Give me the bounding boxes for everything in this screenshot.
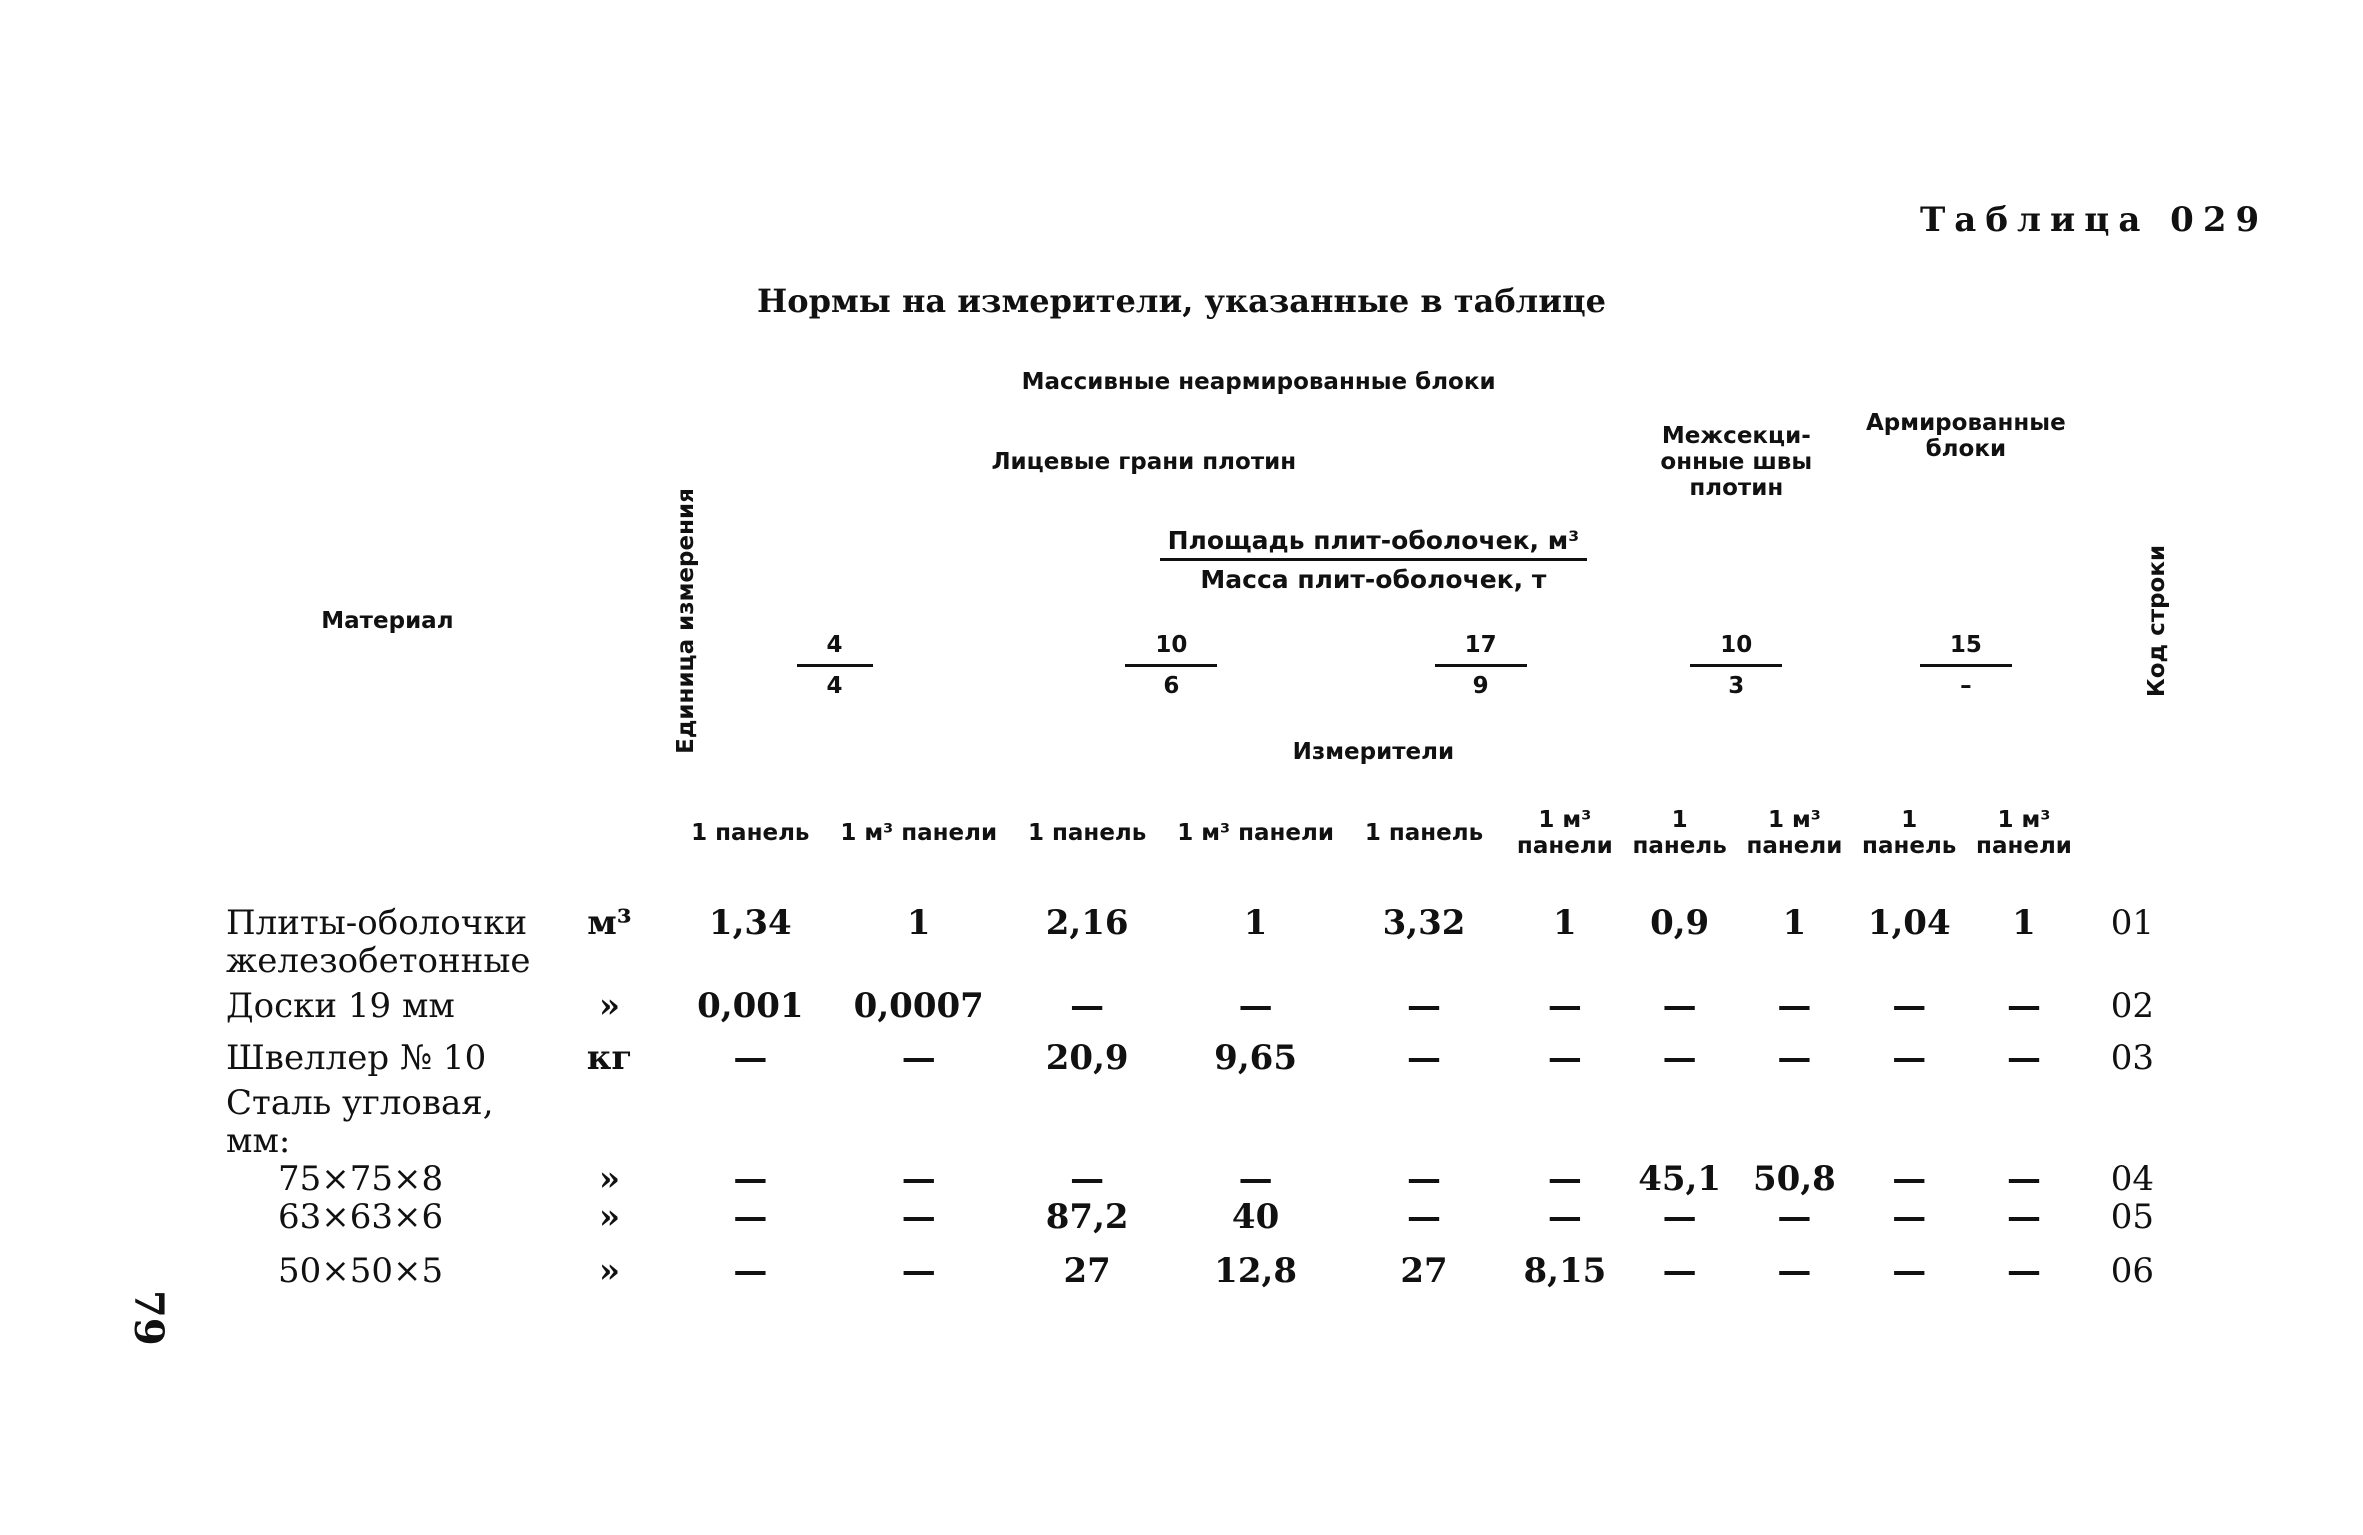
massive-blocks-header: Массивные неармированные блоки [1021, 369, 1496, 395]
intersection-seams-header: Межсекци-онные швы плотин [1660, 423, 1813, 501]
value-cell: 1 [1243, 903, 1268, 943]
fraction-cell: $\frac{15}{-}$ [1851, 606, 2081, 724]
value-cell: — [1892, 1038, 1927, 1078]
value-cell: — [1662, 1038, 1697, 1078]
measures-header: Измерители [1292, 739, 1455, 765]
value-cell: 1,34 [708, 903, 792, 943]
value-cell: 1 [2012, 903, 2036, 943]
value-cell: 8,15 [1523, 1251, 1607, 1291]
value-cell: 20,9 [1045, 1038, 1129, 1078]
value-cell [1003, 1084, 1171, 1160]
fraction-cell: $\frac{10}{3}$ [1622, 606, 1852, 724]
unit-cell: » [598, 1197, 621, 1237]
value-cell: — [1662, 1197, 1697, 1237]
fraction-cell: $\frac{4}{4}$ [666, 606, 1003, 724]
row-code-cell: 04 [2110, 1159, 2154, 1199]
value-cell [1967, 1084, 2080, 1160]
value-cell: — [901, 1159, 936, 1199]
value-cell: — [1547, 986, 1582, 1026]
value-cell: 2,16 [1045, 903, 1129, 943]
area-mass-fraction: $\frac{\text{Площадь плит-оболочек, м³}}{\text{Масса плит-оболочек, т}}$ [1160, 528, 1588, 593]
value-cell: 40 [1231, 1197, 1280, 1237]
unit-cell [553, 1084, 666, 1160]
spacer-cell [553, 1306, 666, 1364]
value-cell: 12,8 [1214, 1251, 1297, 1291]
value-cell [1340, 1084, 1508, 1160]
value-cell: — [1892, 986, 1927, 1026]
row-code-cell: 01 [2110, 903, 2154, 943]
value-cell: — [1892, 1159, 1927, 1199]
value-cell [1508, 1084, 1621, 1160]
value-cell: — [1777, 986, 1812, 1026]
area-mass-header [666, 516, 2081, 606]
value-cell: 27 [1400, 1251, 1448, 1291]
value-cell: 0,0007 [853, 986, 984, 1026]
value-cell: — [2006, 986, 2041, 1026]
value-cell: 0,001 [697, 986, 804, 1026]
row-code-cell: 06 [2110, 1251, 2154, 1291]
value-cell [1738, 1084, 1851, 1160]
value-cell: — [2006, 1159, 2041, 1199]
material-cell: Плиты-оболочки железобетонные [226, 903, 531, 981]
value-cell: — [1777, 1197, 1812, 1237]
value-cell: — [2006, 1197, 2041, 1237]
value-cell: 3,32 [1382, 903, 1466, 943]
spacer-cell [1967, 1306, 2080, 1364]
value-cell: — [1662, 986, 1697, 1026]
material-header: Материал [321, 608, 454, 634]
value-cell: 1 [1553, 903, 1577, 943]
fraction-cell: $\frac{10}{6}$ [1003, 606, 1340, 724]
value-cell: — [1238, 1159, 1273, 1199]
spacer-cell [835, 1306, 1003, 1364]
value-cell: 0,9 [1650, 903, 1710, 943]
spacer-cell [2081, 1306, 2184, 1364]
table-body [222, 886, 2184, 1364]
value-cell: 1 [906, 903, 931, 943]
value-cell: — [1070, 1159, 1105, 1199]
spacer-cell [1171, 1306, 1339, 1364]
page-number: 79 [125, 1290, 172, 1346]
value-cell: 50,8 [1753, 1159, 1836, 1199]
spacer-cell [1340, 1306, 1508, 1364]
table-spacer-row [222, 1306, 2184, 1364]
value-cell: — [2006, 1038, 2041, 1078]
unit-cell: » [598, 1251, 621, 1291]
value-cell [666, 1084, 834, 1160]
value-cell: — [1892, 1197, 1927, 1237]
measure-col-header: 1 панель [1632, 807, 1727, 859]
value-cell: 9,65 [1214, 1038, 1297, 1078]
value-cell: — [1547, 1159, 1582, 1199]
table-row [222, 1160, 2184, 1198]
facing-header: Лицевые грани плотин [991, 449, 1297, 475]
row-code-header: Код строки [2143, 544, 2170, 698]
measure-col-header: 1 м³ панели [840, 820, 998, 846]
spacer-cell [1851, 1306, 1967, 1364]
value-cell: — [1407, 986, 1441, 1026]
value-cell: 1,04 [1867, 903, 1951, 943]
measure-col-header: 1 м³ панели [1976, 807, 2072, 859]
value-cell: — [1547, 1038, 1582, 1078]
spacer-cell [1003, 1306, 1171, 1364]
material-cell: Швеллер № 10 [226, 1038, 487, 1078]
table-row [222, 980, 2184, 1032]
unit-header: Единица измерения [672, 488, 699, 754]
material-cell: 75×75×8 [278, 1159, 444, 1199]
value-cell: — [733, 1197, 768, 1237]
value-cell: — [1892, 1251, 1927, 1291]
reinforced-blocks-header: Армированные блоки [1866, 410, 2066, 462]
value-cell: — [1547, 1197, 1582, 1237]
table-row [222, 1198, 2184, 1236]
value-cell: 1 [1782, 903, 1807, 943]
value-cell: 45,1 [1638, 1159, 1722, 1199]
row-code-cell: 05 [2110, 1197, 2154, 1237]
value-cell: — [733, 1251, 768, 1291]
value-cell: — [1662, 1251, 1697, 1291]
value-cell: 27 [1063, 1251, 1111, 1291]
table-row [222, 1084, 2184, 1160]
table-title: Нормы на измерители, указанные в таблице [757, 282, 1606, 320]
material-cell: Сталь угловая, мм: [226, 1083, 494, 1161]
unit-cell: м³ [587, 903, 632, 943]
value-cell: — [733, 1159, 768, 1199]
table-header [222, 356, 2184, 886]
value-cell: — [901, 1038, 936, 1078]
value-cell [1171, 1084, 1339, 1160]
value-cell: — [1407, 1038, 1441, 1078]
spacer-cell [1508, 1306, 1621, 1364]
row-code-cell: 02 [2110, 986, 2154, 1026]
value-cell: — [1070, 986, 1105, 1026]
spacer-cell [666, 1306, 834, 1364]
value-cell: — [1238, 986, 1273, 1026]
value-cell [1851, 1084, 1967, 1160]
table-row [222, 1236, 2184, 1306]
unit-cell: » [598, 986, 621, 1026]
material-cell: 50×50×5 [278, 1251, 444, 1291]
measure-col-header: 1 панель [1364, 820, 1484, 846]
spacer-cell [222, 1306, 553, 1364]
material-cell: Доски 19 мм [226, 986, 455, 1026]
table-row [222, 886, 2184, 980]
value-cell: — [901, 1197, 936, 1237]
value-cell: — [1407, 1197, 1441, 1237]
measure-col-header: 1 панель [1028, 820, 1147, 846]
value-cell: — [733, 1038, 768, 1078]
value-cell: — [1777, 1251, 1812, 1291]
value-cell: — [1407, 1159, 1441, 1199]
table-row [222, 1032, 2184, 1084]
value-cell: 87,2 [1045, 1197, 1129, 1237]
value-cell: — [2006, 1251, 2041, 1291]
value-cell [1622, 1084, 1738, 1160]
measure-col-header: 1 панель [691, 820, 810, 846]
value-cell: — [1777, 1038, 1812, 1078]
material-cell: 63×63×6 [278, 1197, 444, 1237]
value-cell [835, 1084, 1003, 1160]
measure-col-header: 1 м³ панели [1746, 807, 1843, 859]
measure-col-header: 1 м³ панели [1516, 807, 1613, 859]
unit-cell: кг [586, 1038, 633, 1078]
spacer-cell [1622, 1306, 1738, 1364]
fraction-cell: $\frac{17}{9}$ [1340, 606, 1622, 724]
row-code-cell [2081, 1084, 2184, 1160]
unit-cell: » [598, 1159, 621, 1199]
value-cell: — [901, 1251, 936, 1291]
measure-col-header: 1 панель [1862, 807, 1957, 859]
measure-col-header: 1 м³ панели [1177, 820, 1334, 846]
table-label: Таблица 029 [1920, 200, 2269, 240]
norms-table [222, 356, 2184, 1364]
spacer-cell [1738, 1306, 1851, 1364]
row-code-cell: 03 [2110, 1038, 2154, 1078]
